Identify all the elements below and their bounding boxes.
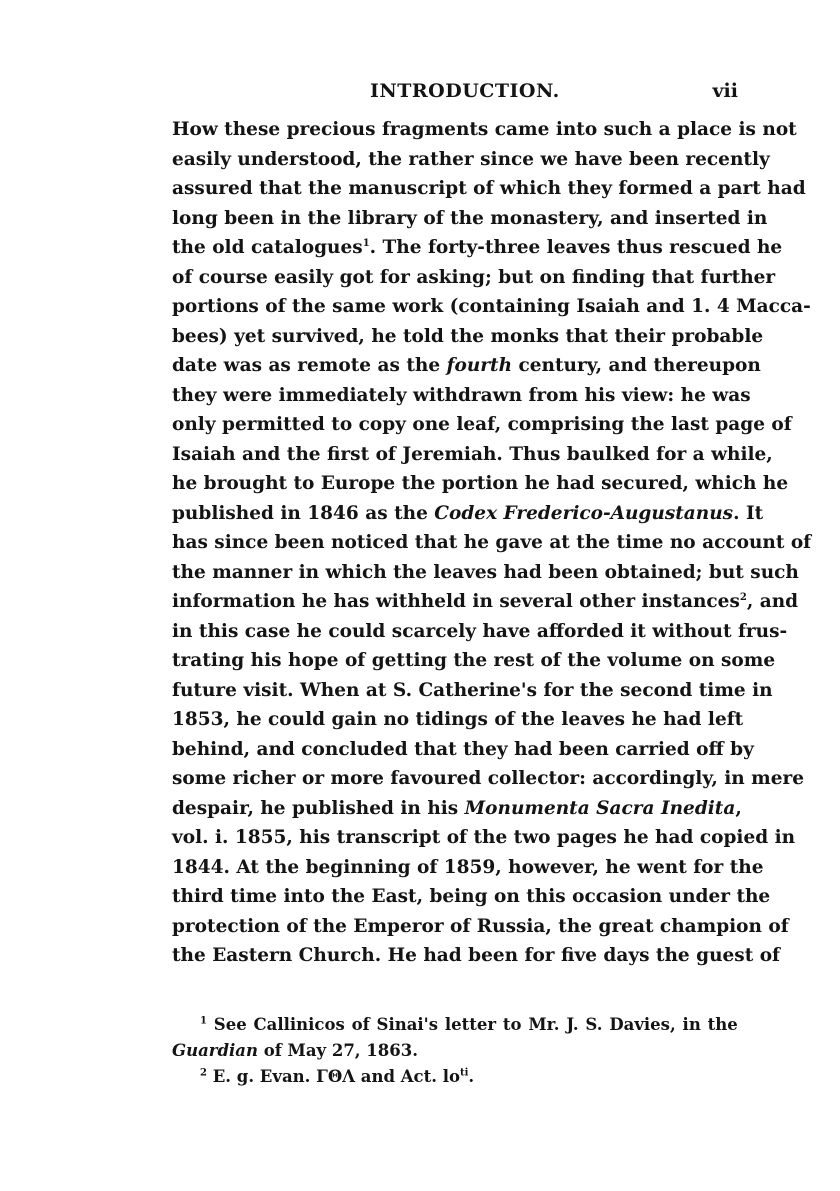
running-header: [172, 80, 738, 106]
text-line: How these precious fragments came into such a place is not: [172, 119, 797, 140]
text-line: future visit. When at S. Catherine's for the second time in: [172, 679, 773, 701]
footnote-ref-1: 1: [362, 237, 370, 249]
text-line: of course easily got for asking; but on finding that further: [172, 266, 776, 288]
text-line: third time into the East, being on this occasion under the: [172, 886, 771, 907]
italic-text: fourth: [446, 355, 513, 376]
text-line: trating his hope of getting the rest of the volume on some: [172, 650, 776, 671]
footnotes: [172, 1012, 738, 1090]
text-line: information he has withheld in several other instances$^2$, and: [172, 591, 799, 612]
text-line: he brought to Europe the portion he had secured, which he: [172, 473, 789, 494]
text-line: 1844. At the beginning of 1859, however, he went for the: [172, 856, 764, 878]
text-line: portions of the same work (containing Isaiah and 1. 4 Macca-: [172, 296, 811, 317]
text-line: they were immediately withdrawn from his view: he was: [172, 384, 751, 406]
text-line: date was as remote as the fourth century, and thereupon: [172, 355, 761, 376]
footnote-ref-2: 2: [739, 591, 747, 603]
footnote-2: $^2$ E. g. Evan. ΓΘΛ and Act. $lo^{ti}$.: [200, 1067, 475, 1086]
text-line: the old catalogues$^1$. The forty-three leaves thus rescued he: [172, 237, 783, 258]
footnote-marker-2: 2: [200, 1067, 207, 1079]
text-line: some richer or more favoured collector: accordingly, in mere: [172, 768, 804, 789]
text-line: has since been noticed that he gave at the time no account of: [172, 532, 812, 553]
page-number: vii: [712, 80, 738, 102]
text-line: bees) yet survived, he told the monks that their probable: [172, 325, 764, 347]
text-line: the manner in which the leaves had been obtained; but such: [172, 561, 799, 583]
text-line: 1853, he could gain no tidings of the leaves he had left: [172, 709, 744, 730]
text-line: behind, and concluded that they had been carried off by: [172, 738, 754, 760]
page-title: INTRODUCTION.: [370, 80, 560, 102]
italic-text: Codex Frederico-Augustanus: [434, 502, 734, 524]
footnote-1: $^1$ See Callinicos of Sinai's letter to Mr. J. S. Davies, in the: [200, 1015, 738, 1034]
body-text: [172, 115, 812, 971]
italic-text: Guardian: [172, 1041, 258, 1060]
text-line: Isaiah and the first of Jeremiah. Thus baulked for a while,: [172, 443, 773, 465]
text-line: vol. i. 1855, his transcript of the two pages he had copied in: [172, 827, 796, 848]
text-line: only permitted to copy one leaf, comprising the last page of: [172, 414, 792, 435]
footnote-marker-1: 1: [200, 1015, 207, 1027]
text-line: published in 1846 as the Codex Frederico-Augustanus. It: [172, 502, 764, 524]
text-line: in this case he could scarcely have afforded it without frus-: [172, 620, 788, 642]
text-line: despair, he published in his Monumenta Sacra Inedita,: [172, 797, 742, 819]
text-line: assured that the manuscript of which they formed a part had: [172, 178, 806, 199]
text-line: easily understood, the rather since we have been recently: [172, 148, 770, 170]
text-line: the Eastern Church. He had been for five days the guest of: [172, 945, 780, 966]
text-line: protection of the Emperor of Russia, the great champion of: [172, 915, 789, 937]
footnote-1-continued: Guardian of May 27, 1863.: [172, 1041, 418, 1060]
italic-text: Monumenta Sacra Inedita: [464, 797, 736, 819]
text-line: long been in the library of the monastery, and inserted in: [172, 207, 768, 229]
